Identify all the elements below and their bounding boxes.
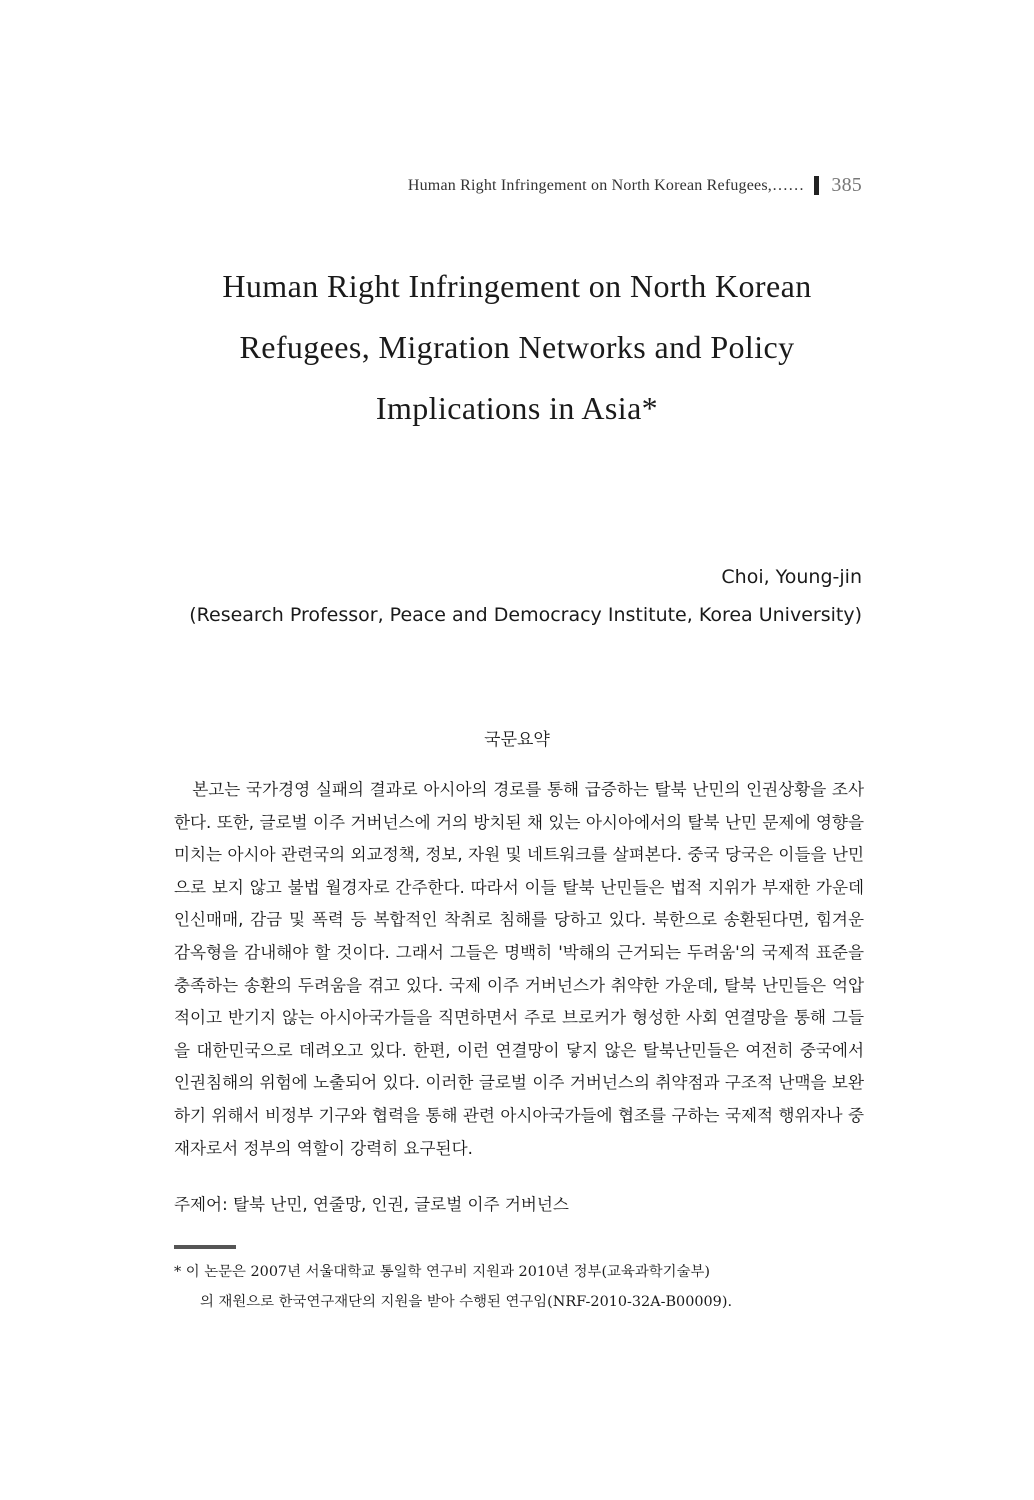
footnote-line-1: * 이 논문은 2007년 서울대학교 통일학 연구비 지원과 2010년 정부(교육과학기술부) bbox=[174, 1264, 710, 1280]
footnote bbox=[174, 1257, 866, 1317]
title-line-3: Implications in Asia* bbox=[375, 390, 659, 426]
author-block bbox=[189, 558, 862, 634]
keywords: 주제어: 탈북 난민, 연줄망, 인권, 글로벌 이주 거버넌스 bbox=[174, 1195, 569, 1214]
running-header bbox=[408, 174, 862, 197]
author-affiliation: (Research Professor, Peace and Democracy Institute, Korea University) bbox=[189, 604, 862, 626]
paper-title bbox=[150, 256, 884, 439]
abstract-body: 본고는 국가경영 실패의 결과로 아시아의 경로를 통해 급증하는 탈북 난민의 인권상황을 조사한다. 또한, 글로벌 이주 거버넌스에 거의 방치된 채 있는 아시아에서의 탈북 난민 문제에 영향을 미치는 아시아 관련국의 외교정책, 정보, 자원 및 네트워크를 살펴본다. 중국 당국은 이들을 난민으로 보지 않고 불법 월경자로 간주한다. 따라서 이들 탈북 난민들은 법적 지위가 부재한 가운데 인신매매, 감금 및 폭력 등 복합적인 착취로 침해를 당하고 있다. 북한으로 송환된다면, 힘겨운 감옥형을 감내해야 할 것이다. 그래서 그들은 명백히 '박해의 근거되는 두려움'의 국제적 표준을 충족하는 송환의 두려움을 겪고 있다. 국제 이주 거버넌스가 취약한 가운데, 탈북 난민들은 억압적이고 반기지 않는 아시아국가들을 직면하면서 주로 브로커가 형성한 사회 연결망을 통해 그들을 대한민국으로 데려오고 있다. 한편, 이런 연결망이 닿지 않은 탈북난민들은 여전히 중국에서 인권침해의 위험에 노출되어 있다. 이러한 글로벌 이주 거버넌스의 취약점과 구조적 난맥을 보완하기 위해서 비정부 기구와 협력을 통해 관련 아시아국가들에 협조를 구하는 국제적 행위자나 중재자로서 정부의 역할이 강력히 요구된다. bbox=[174, 780, 864, 1158]
page-number: 385 bbox=[831, 174, 862, 196]
running-header-text: Human Right Infringement on North Korean Refugees,…… bbox=[407, 176, 805, 194]
footnote-divider bbox=[174, 1245, 236, 1249]
header-divider-bar bbox=[814, 176, 819, 195]
footnote-line-2: 의 재원으로 한국연구재단의 지원을 받아 수행된 연구임(NRF-2010-32A-B00009). bbox=[200, 1294, 733, 1310]
author-name: Choi, Young-jin bbox=[721, 566, 862, 588]
title-line-2: Refugees, Migration Networks and Policy bbox=[239, 329, 795, 365]
title-line-1: Human Right Infringement on North Korean bbox=[222, 268, 812, 304]
abstract-heading: 국문요약 bbox=[484, 730, 550, 750]
